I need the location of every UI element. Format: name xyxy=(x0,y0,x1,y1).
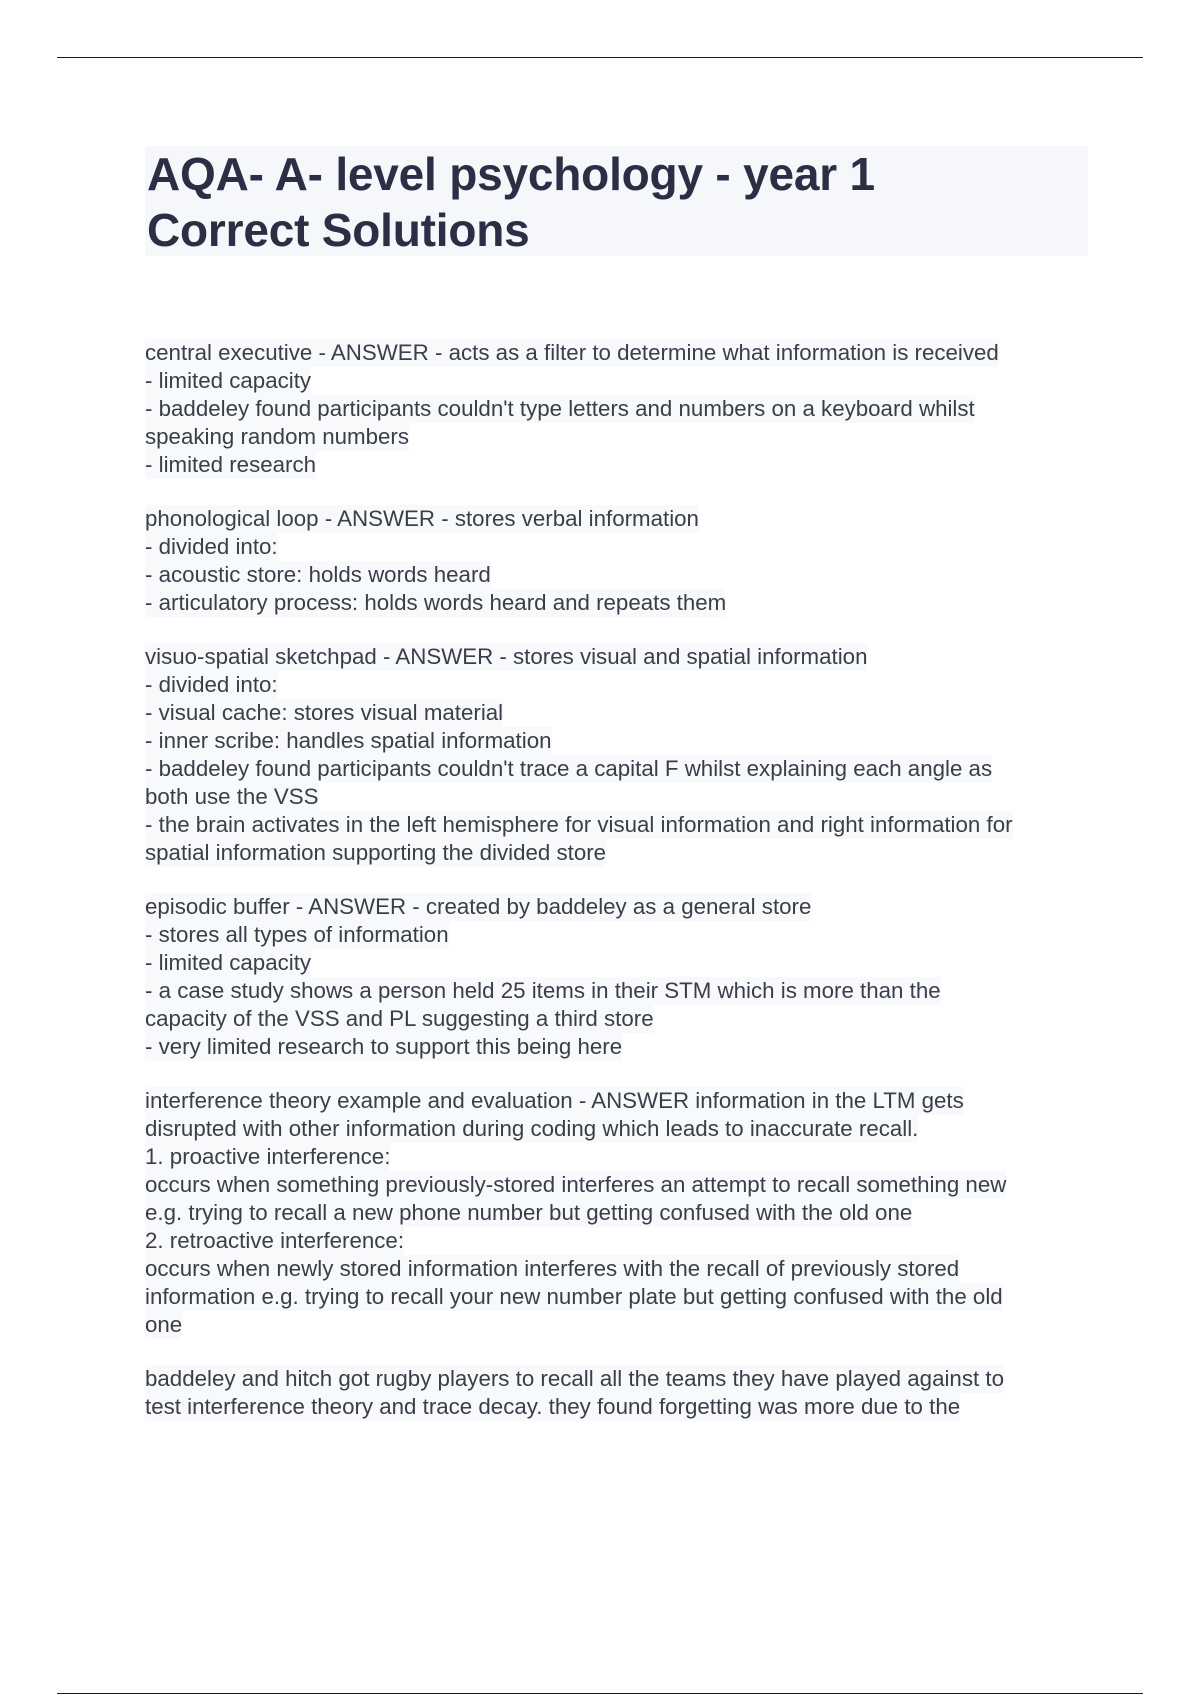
text-line: phonological loop - ANSWER - stores verbal information xyxy=(145,506,699,531)
qa-entry-visuo-spatial-sketchpad xyxy=(145,643,1095,867)
text-line: - limited capacity xyxy=(145,950,312,975)
title-line-1: AQA- A- level psychology - year 1 xyxy=(147,148,875,200)
text-line: - the brain activates in the left hemisphere for visual information and right information for xyxy=(145,812,1013,837)
text-line: - limited capacity xyxy=(145,368,312,393)
text-line: - divided into: xyxy=(145,534,278,559)
text-line: occurs when newly stored information interferes with the recall of previously stored xyxy=(145,1256,960,1281)
text-line: - baddeley found participants couldn't trace a capital F whilst explaining each angle as xyxy=(145,756,993,781)
text-line: episodic buffer - ANSWER - created by baddeley as a general store xyxy=(145,894,812,919)
qa-entry-phonological-loop xyxy=(145,505,1095,617)
text-line: speaking random numbers xyxy=(145,424,409,449)
text-line: disrupted with other information during coding which leads to inaccurate recall. xyxy=(145,1116,919,1141)
text-line: occurs when something previously-stored interferes an attempt to recall something new xyxy=(145,1172,1007,1197)
text-line: visuo-spatial sketchpad - ANSWER - stores visual and spatial information xyxy=(145,644,868,669)
text-line: - stores all types of information xyxy=(145,922,449,947)
text-line: - limited research xyxy=(145,452,316,477)
text-line: one xyxy=(145,1312,183,1337)
text-line: - inner scribe: handles spatial information xyxy=(145,728,552,753)
text-line: - very limited research to support this being here xyxy=(145,1034,623,1059)
text-line: interference theory example and evaluation - ANSWER information in the LTM gets xyxy=(145,1088,964,1113)
text-line: both use the VSS xyxy=(145,784,319,809)
title-line-2: Correct Solutions xyxy=(147,204,530,256)
top-rule xyxy=(57,57,1143,58)
text-line: - articulatory process: holds words heard and repeats them xyxy=(145,590,727,615)
bottom-rule xyxy=(57,1693,1143,1694)
text-line: central executive - ANSWER - acts as a filter to determine what information is received xyxy=(145,340,999,365)
document-title xyxy=(145,146,1088,256)
qa-entry-interference-theory xyxy=(145,1087,1095,1339)
qa-entry-baddeley-hitch xyxy=(145,1365,1095,1421)
text-line: 2. retroactive interference: xyxy=(145,1228,405,1253)
text-line: e.g. trying to recall a new phone number but getting confused with the old one xyxy=(145,1200,913,1225)
text-line: spatial information supporting the divided store xyxy=(145,840,607,865)
text-line: - visual cache: stores visual material xyxy=(145,700,504,725)
text-line: 1. proactive interference: xyxy=(145,1144,391,1169)
text-line: information e.g. trying to recall your new number plate but getting confused with the old xyxy=(145,1284,1003,1309)
text-line: baddeley and hitch got rugby players to recall all the teams they have played against to xyxy=(145,1366,1004,1391)
text-line: - acoustic store: holds words heard xyxy=(145,562,491,587)
document-body xyxy=(145,339,1095,1447)
text-line: - a case study shows a person held 25 items in their STM which is more than the xyxy=(145,978,941,1003)
text-line: test interference theory and trace decay. they found forgetting was more due to the xyxy=(145,1394,961,1419)
qa-entry-episodic-buffer xyxy=(145,893,1095,1061)
text-line: - divided into: xyxy=(145,672,278,697)
qa-entry-central-executive xyxy=(145,339,1095,479)
text-line: - baddeley found participants couldn't type letters and numbers on a keyboard whilst xyxy=(145,396,975,421)
text-line: capacity of the VSS and PL suggesting a third store xyxy=(145,1006,654,1031)
